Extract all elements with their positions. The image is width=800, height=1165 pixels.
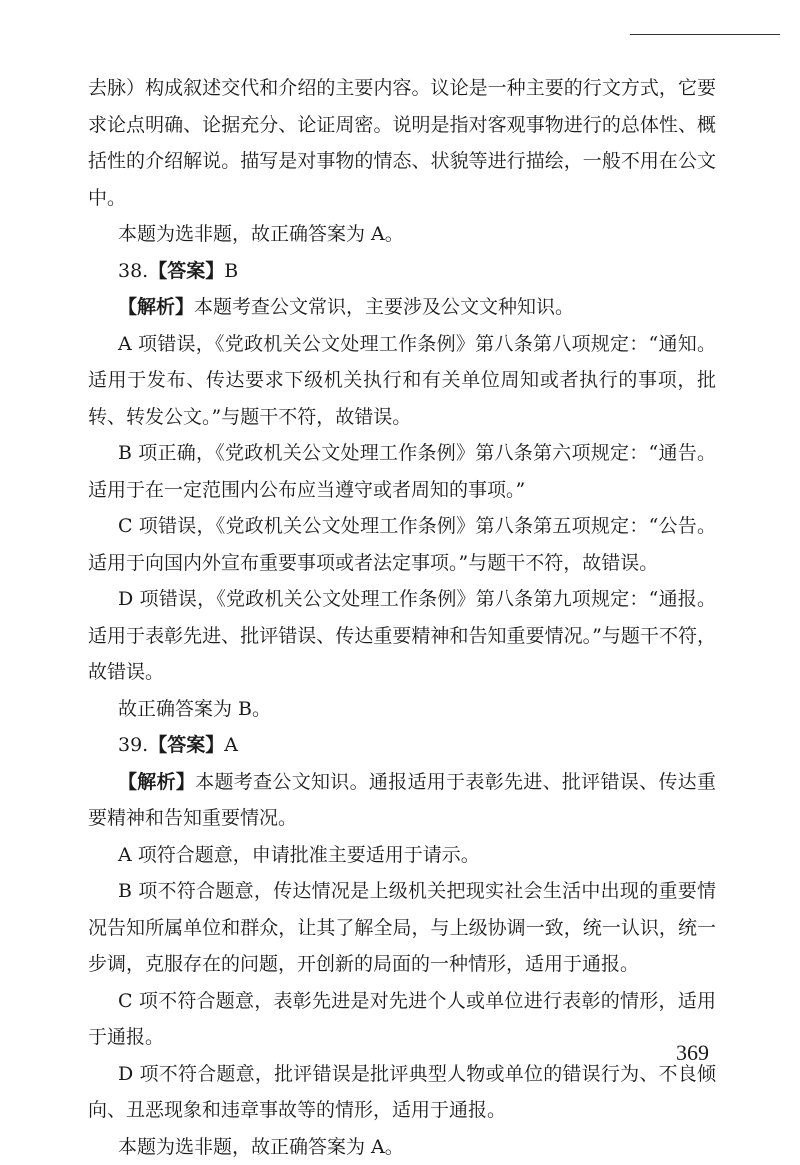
q38-answer: B (224, 260, 238, 282)
q39-answer: A (224, 734, 238, 756)
q38-analysis (88, 289, 716, 326)
q38-jiexi-tag: 【解析】 (118, 296, 194, 318)
q39-option-c: C 项不符合题意，表彰先进是对先进个人或单位进行表彰的情形，适用于通报。 (88, 983, 716, 1056)
q39-option-a: A 项符合题意，申请批准主要适用于请示。 (88, 837, 716, 874)
page-body (88, 70, 716, 1165)
q38-option-b: B 项正确，《党政机关公文处理工作条例》第八条第六项规定：“通告。适用于在一定范围内公布应当遵守或者周知的事项。” (88, 435, 716, 508)
q39-option-d: D 项不符合题意，批评错误是批评典型人物或单位的错误行为、不良倾向、丑恶现象和违章事故等的情形，适用于通报。 (88, 1056, 716, 1129)
q39-jiexi-tag: 【解析】 (118, 771, 195, 793)
q39-conclusion: 本题为选非题，故正确答案为 A。 (88, 1129, 716, 1165)
q37-conclusion: 本题为选非题，故正确答案为 A。 (88, 216, 716, 253)
q39-answer-tag: 【答案】 (148, 734, 224, 756)
q39-number: 39. (118, 734, 148, 756)
q39-jiexi-text: 本题考查公文知识。通报适用于表彰先进、批评错误、传达重要精神和告知重要情况。 (88, 771, 716, 830)
q39-analysis (88, 764, 716, 837)
q38-answer-tag: 【答案】 (148, 260, 224, 282)
q38-option-a: A 项错误，《党政机关公文处理工作条例》第八条第八项规定：“通知。适用于发布、传达要求下级机关执行和有关单位周知或者执行的事项，批转、转发公文。”与题干不符，故错误。 (88, 326, 716, 436)
page-number: 369 (676, 1040, 709, 1066)
q39-option-b: B 项不符合题意，传达情况是上级机关把现实社会生活中出现的重要情况告知所属单位和群众，让其了解全局，与上级协调一致，统一认识，统一步调，克服存在的问题，开创新的局面的一种情形，适用于通报。 (88, 873, 716, 983)
header-rule (630, 34, 780, 35)
q38-option-d: D 项错误，《党政机关公文处理工作条例》第八条第九项规定：“通报。适用于表彰先进、批评错误、传达重要精神和告知重要情况。”与题干不符，故错误。 (88, 581, 716, 691)
q38-jiexi-text: 本题考查公文常识，主要涉及公文文种知识。 (194, 296, 574, 318)
q38-option-c: C 项错误，《党政机关公文处理工作条例》第八条第五项规定：“公告。适用于向国内外宣布重要事项或者法定事项。”与题干不符，故错误。 (88, 508, 716, 581)
q39-answer-line (88, 727, 716, 764)
q38-answer-line (88, 253, 716, 290)
q38-conclusion: 故正确答案为 B。 (88, 691, 716, 728)
paragraph-continued: 去脉）构成叙述交代和介绍的主要内容。议论是一种主要的行文方式，它要求论点明确、论据充分、论证周密。说明是指对客观事物进行的总体性、概括性的介绍解说。描写是对事物的情态、状貌等进行描绘，一般不用在公文中。 (88, 70, 716, 216)
q38-number: 38. (118, 260, 148, 282)
